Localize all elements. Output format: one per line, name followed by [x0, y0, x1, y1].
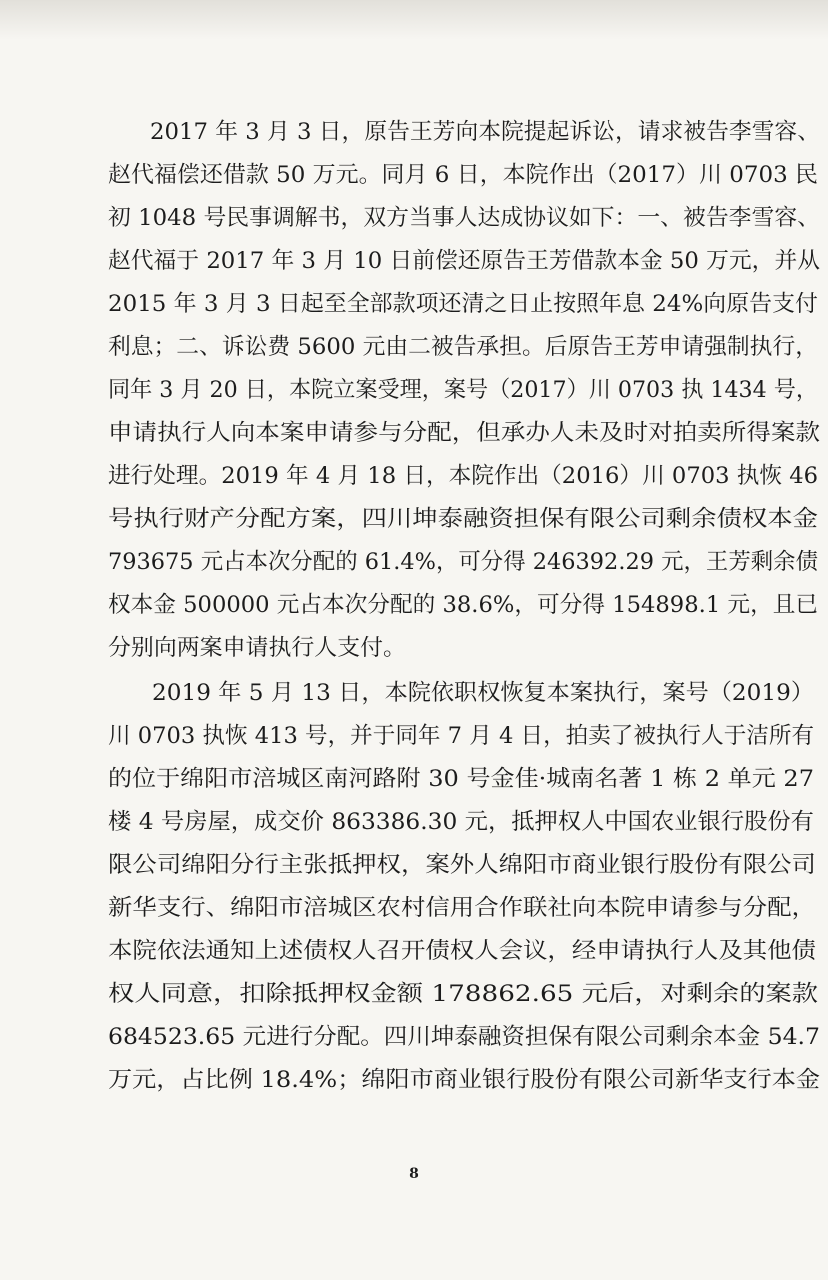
- text-line: 权本金 500000 元占本次分配的 38.6%，可分得 154898.1 元，且已: [108, 592, 819, 618]
- text-line: 初 1048 号民事调解书，双方当事人达成协议如下：一、被告李雪容、: [108, 205, 821, 231]
- text-line: 权人同意，扣除抵押权金额 178862.65 元后，对剩余的案款: [108, 981, 818, 1007]
- text-line: 进行处理。2019 年 4 月 18 日，本院作出（2016）川 0703 执恢 46: [108, 463, 819, 489]
- text-line: 793675 元占本次分配的 61.4%，可分得 246392.29 元，王芳剩余债: [108, 549, 819, 575]
- text-line: 利息；二、诉讼费 5600 元由二被告承担。后原告王芳申请强制执行，: [108, 334, 818, 360]
- text-line: 2017 年 3 月 3 日，原告王芳向本院提起诉讼，请求被告李雪容、: [150, 119, 820, 145]
- text-line: 川 0703 执恢 413 号，并于同年 7 月 4 日，拍卖了被执行人于洁所有: [108, 723, 815, 749]
- text-line: 号执行财产分配方案，四川坤泰融资担保有限公司剩余债权本金: [108, 506, 819, 532]
- text-line: 申请执行人向本案申请参与分配，但承办人未及时对拍卖所得案款: [108, 420, 821, 446]
- text-line: 万元，占比例 18.4%；绵阳市商业银行股份有限公司新华支行本金: [108, 1067, 821, 1093]
- text-line: 同年 3 月 20 日，本院立案受理，案号（2017）川 0703 执 1434 号，: [108, 377, 818, 403]
- page-number: 8: [409, 1166, 419, 1182]
- text-line: 684523.65 元进行分配。四川坤泰融资担保有限公司剩余本金 54.7: [108, 1024, 820, 1050]
- text-line: 新华支行、绵阳市涪城区农村信用合作联社向本院申请参与分配，: [108, 895, 816, 921]
- text-line: 楼 4 号房屋，成交价 863386.30 元，抵押权人中国农业银行股份有: [108, 809, 814, 835]
- text-line: 本院依法通知上述债权人召开债权人会议，经申请执行人及其他债: [108, 938, 816, 964]
- text-line: 2019 年 5 月 13 日，本院依职权恢复本案执行，案号（2019）: [152, 680, 815, 706]
- text-line: 分别向两案申请执行人支付。: [108, 635, 406, 661]
- text-line: 赵代福偿还借款 50 万元。同月 6 日，本院作出（2017）川 0703 民: [108, 162, 818, 188]
- text-line: 限公司绵阳分行主张抵押权，案外人绵阳市商业银行股份有限公司: [108, 852, 816, 878]
- text-line: 2015 年 3 月 3 日起至全部款项还清之日止按照年息 24%向原告支付: [108, 291, 818, 317]
- text-line: 的位于绵阳市涪城区南河路附 30 号金佳·城南名著 1 栋 2 单元 27: [108, 766, 814, 792]
- text-line: 赵代福于 2017 年 3 月 10 日前偿还原告王芳借款本金 50 万元，并从: [108, 248, 821, 274]
